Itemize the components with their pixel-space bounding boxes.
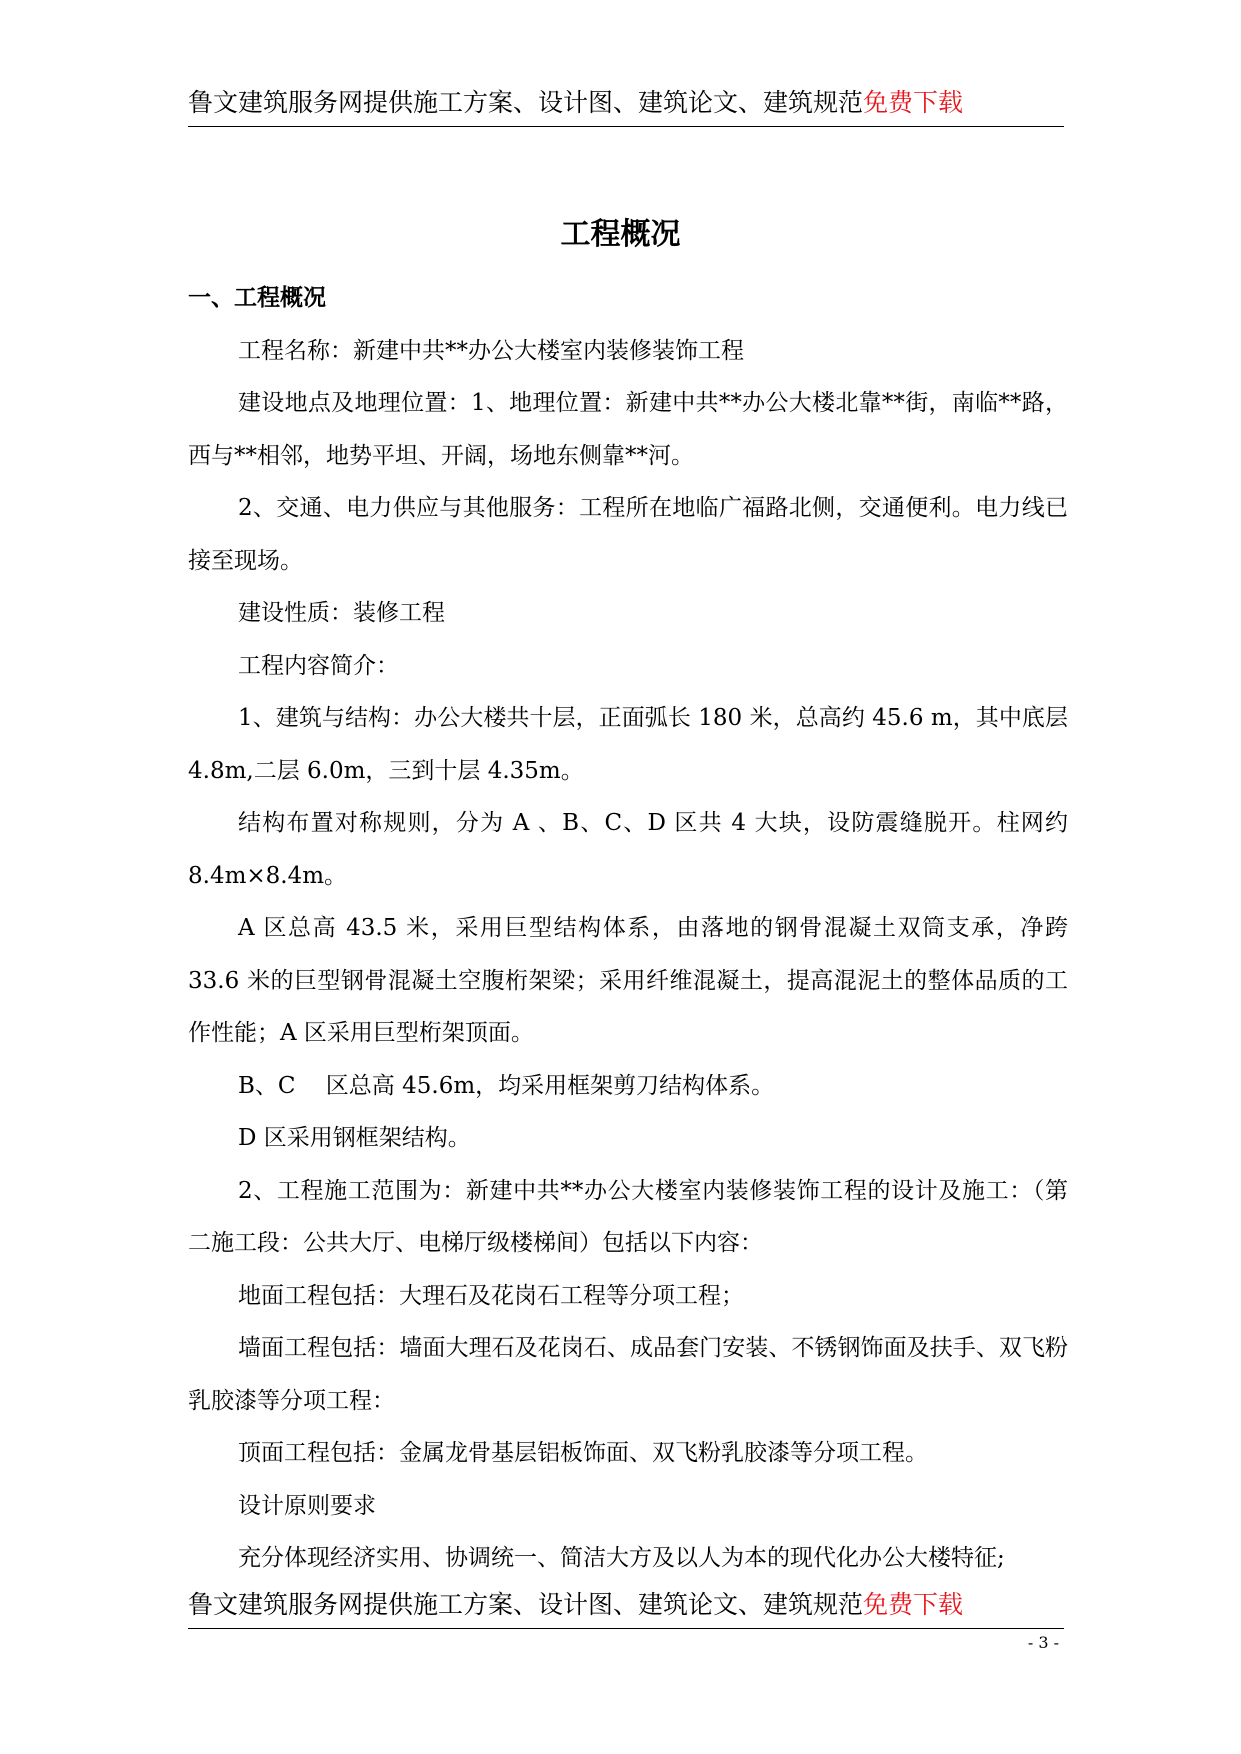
paragraph: 建设性质：装修工程 xyxy=(238,600,445,626)
footer-divider xyxy=(188,1628,1064,1629)
paragraph: A 区总高 43.5 米，采用巨型结构体系，由落地的钢骨混凝土双筒支承，净跨 33.6 米的巨型钢骨混凝土空腹桁架梁；采用纤维混凝土，提高混泥土的整体品质的工作性能；A 区采用巨型桁架顶面。 xyxy=(188,915,1068,1046)
paragraph: 结构布置对称规则，分为 A 、B、C、D 区共 4 大块，设防震缝脱开。柱网约 8.4m×8.4m。 xyxy=(188,810,1068,889)
paragraph: 1、建筑与结构：办公大楼共十层，正面弧长 180 米，总高约 45.6 m，其中底层 4.8m,二层 6.0m，三到十层 4.35m。 xyxy=(188,705,1068,784)
paragraph: 充分体现经济实用、协调统一、简洁大方及以人为本的现代化办公大楼特征; xyxy=(238,1545,1005,1571)
paragraph: 墙面工程包括：墙面大理石及花岗石、成品套门安装、不锈钢饰面及扶手、双飞粉乳胶漆等分项工程： xyxy=(188,1335,1068,1414)
page-header xyxy=(188,88,1064,118)
header-divider xyxy=(188,126,1064,127)
header-free-download-link[interactable]: 免费下载 xyxy=(863,88,964,117)
footer-text: 鲁文建筑服务网提供施工方案、设计图、建筑论文、建筑规范 xyxy=(188,1590,864,1619)
paragraph: 工程内容简介： xyxy=(238,652,399,679)
paragraph: D 区采用钢框架结构。 xyxy=(238,1125,471,1151)
paragraph: 2、工程施工范围为：新建中共**办公大楼室内装修装饰工程的设计及施工：（第二施工段：公共大厅、电梯厅级楼梯间）包括以下内容： xyxy=(188,1177,1068,1256)
paragraph: 建设地点及地理位置：1、地理位置：新建中共**办公大楼北靠**街，南临**路，西与**相邻，地势平坦、开阔，场地东侧靠**河。 xyxy=(188,390,1068,469)
page-footer xyxy=(188,1590,1064,1620)
paragraph: 2、交通、电力供应与其他服务：工程所在地临广福路北侧，交通便利。电力线已接至现场。 xyxy=(188,495,1068,574)
paragraph: 地面工程包括：大理石及花岗石工程等分项工程； xyxy=(238,1282,744,1309)
document-body xyxy=(188,272,1068,1585)
section-heading: 一、工程概况 xyxy=(188,285,326,311)
page-number: - 3 - xyxy=(1027,1633,1059,1652)
paragraph: 顶面工程包括：金属龙骨基层铝板饰面、双飞粉乳胶漆等分项工程。 xyxy=(238,1440,928,1466)
paragraph: 工程名称：新建中共**办公大楼室内装修装饰工程 xyxy=(238,337,744,364)
page-title: 工程概况 xyxy=(560,217,681,252)
paragraph: B、C 区总高 45.6m，均采用框架剪刀结构体系。 xyxy=(238,1072,775,1099)
header-text: 鲁文建筑服务网提供施工方案、设计图、建筑论文、建筑规范 xyxy=(188,88,864,117)
footer-free-download-link[interactable]: 免费下载 xyxy=(863,1590,964,1619)
paragraph: 设计原则要求 xyxy=(238,1492,376,1519)
